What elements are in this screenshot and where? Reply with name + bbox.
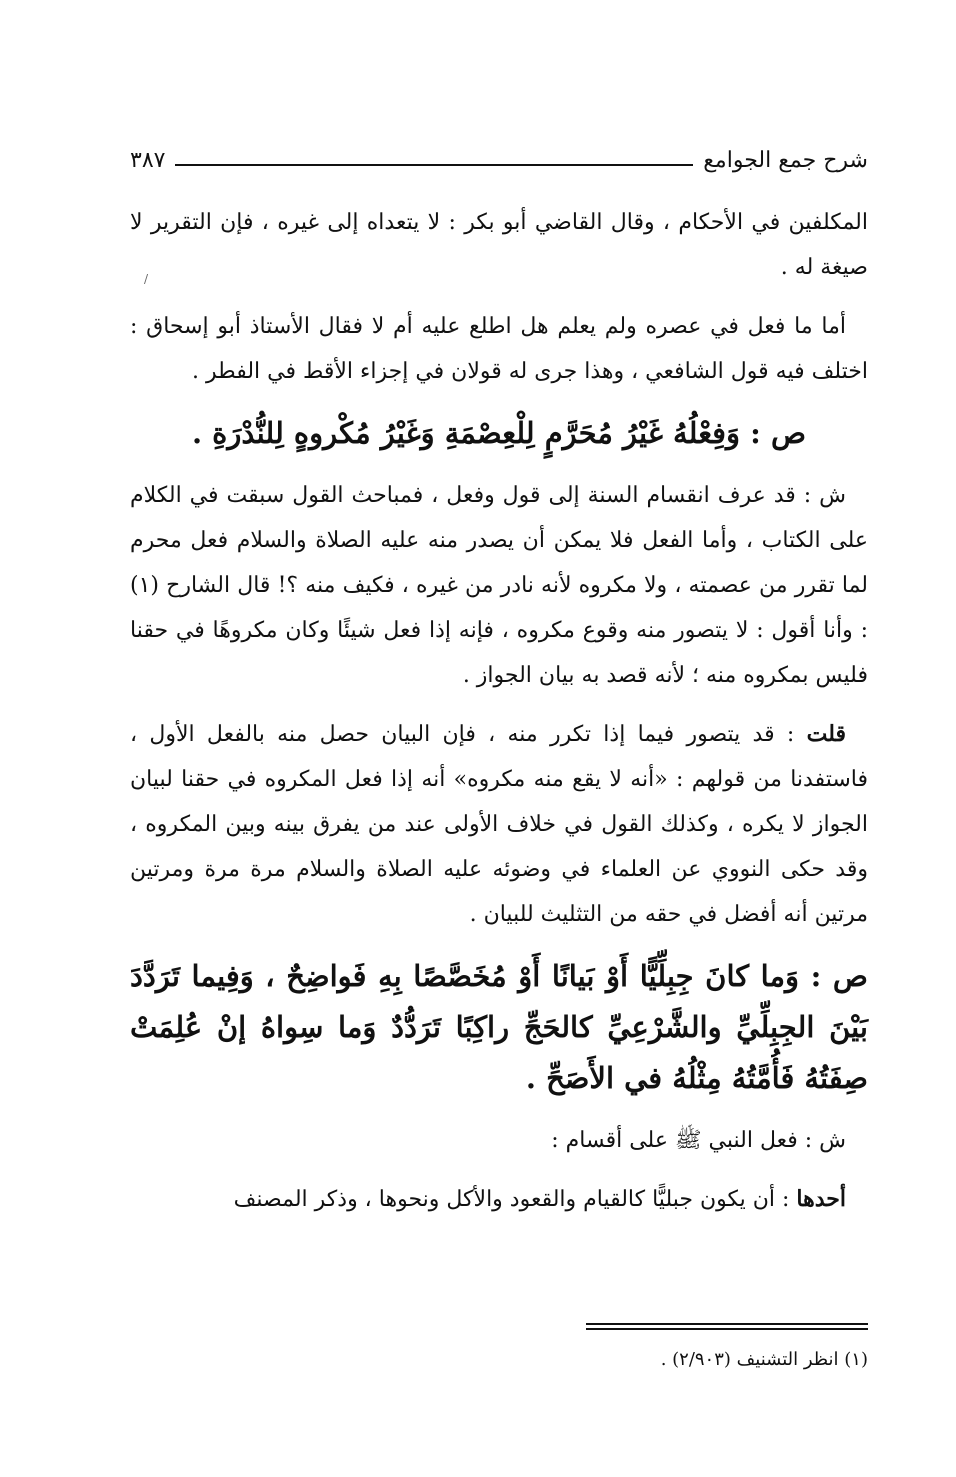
margin-mark: /	[144, 272, 149, 286]
book-title: شرح جمع الجوامع	[703, 147, 868, 173]
running-header	[130, 140, 868, 180]
matn-passage-1: ص : وَفِعْلُهُ غَيْرُ مُحَرَّمٍ لِلْعِصْمَةِ وَغَيْرُ مُكْروهٍ لِلنُّدْرَةِ .	[191, 416, 807, 450]
paragraph-4	[130, 712, 868, 937]
qultu-lead: قلت	[806, 721, 846, 747]
matn-passage-2: ص : وَما كانَ جِبِلِّيًّا أَوْ بَيانًا أَوْ مُخَصَّصًا بِهِ فَواضِحٌ ، وَفِيما تَرَدَّدَ بَيْنَ الجِبِلِّيِّ والشَّرْعِيِّ كالحَجِّ راكِبًا تَرَدُّدٌ وَما سِواهُ إنْ عُلِمَتْ صِفَتُهُ فَأُمَّتُهُ مِثْلُهُ في الأَصَحِّ .	[130, 959, 868, 1095]
paragraph-4-text: : قد يتصور فيما إذا تكرر منه ، فإن البيان حصل منه بالفعل الأول ، فاستفدنا من قولهم : «أنه لا يقع منه مكروه» أنه إذا فعل المكروه في حقنا لبيان الجواز لا يكره ، وكذلك القول في خلاف الأولى عند من يفرق بينه وبين المكروه ، وقد حكى النووي عن العلماء في وضوئه عليه الصلاة والسلام مرة مرة ومرتين مرتين أنه أفضل في حقه من التثليث للبيان .	[130, 722, 868, 927]
footnote-rule	[586, 1323, 868, 1330]
page-number: ٣٨٧	[130, 147, 166, 173]
paragraph-2: أما ما فعل في عصره ولم يعلم هل اطلع عليه أم لا فقال الأستاذ أبو إسحاق : اختلف فيه قول الشافعي ، وهذا جرى له قولان في إجزاء الأقط في الفطر .	[130, 314, 868, 384]
paragraph-5: ش : فعل النبي ﷺ على أقسام :	[551, 1128, 846, 1153]
header-rule	[175, 164, 693, 166]
ahaduha-lead: أحدها	[796, 1186, 846, 1212]
paragraph-3: ش : قد عرف انقسام السنة إلى قول وفعل ، فمباحث القول سبقت في الكلام على الكتاب ، وأما الفعل فلا يمكن أن يصدر منه عليه الصلاة والسلام فعل محرم لما تقرر من عصمته ، ولا مكروه لأنه نادر من غيره ، فكيف منه ؟! قال الشارح (١) : وأنا أقول : لا يتصور منه وقوع مكروه ، فإنه إذا فعل شيئًا وكان مكروهًا في حقنا فليس بمكروه منه ؛ لأنه قصد به بيان الجواز .	[130, 483, 868, 688]
paragraph-6-text: : أن يكون جبليًّا كالقيام والقعود والأكل ونحوها ، وذكر المصنف	[233, 1187, 797, 1212]
footnote: (١) انظر التشنيف (٢/٩٠٣) .	[660, 1349, 868, 1370]
paragraph-1: المكلفين في الأحكام ، وقال القاضي أبو بكر : لا يتعداه إلى غيره ، فإن التقرير لا صيغة له .	[130, 210, 868, 280]
paragraph-6	[130, 1177, 868, 1222]
main-text	[130, 200, 868, 1236]
